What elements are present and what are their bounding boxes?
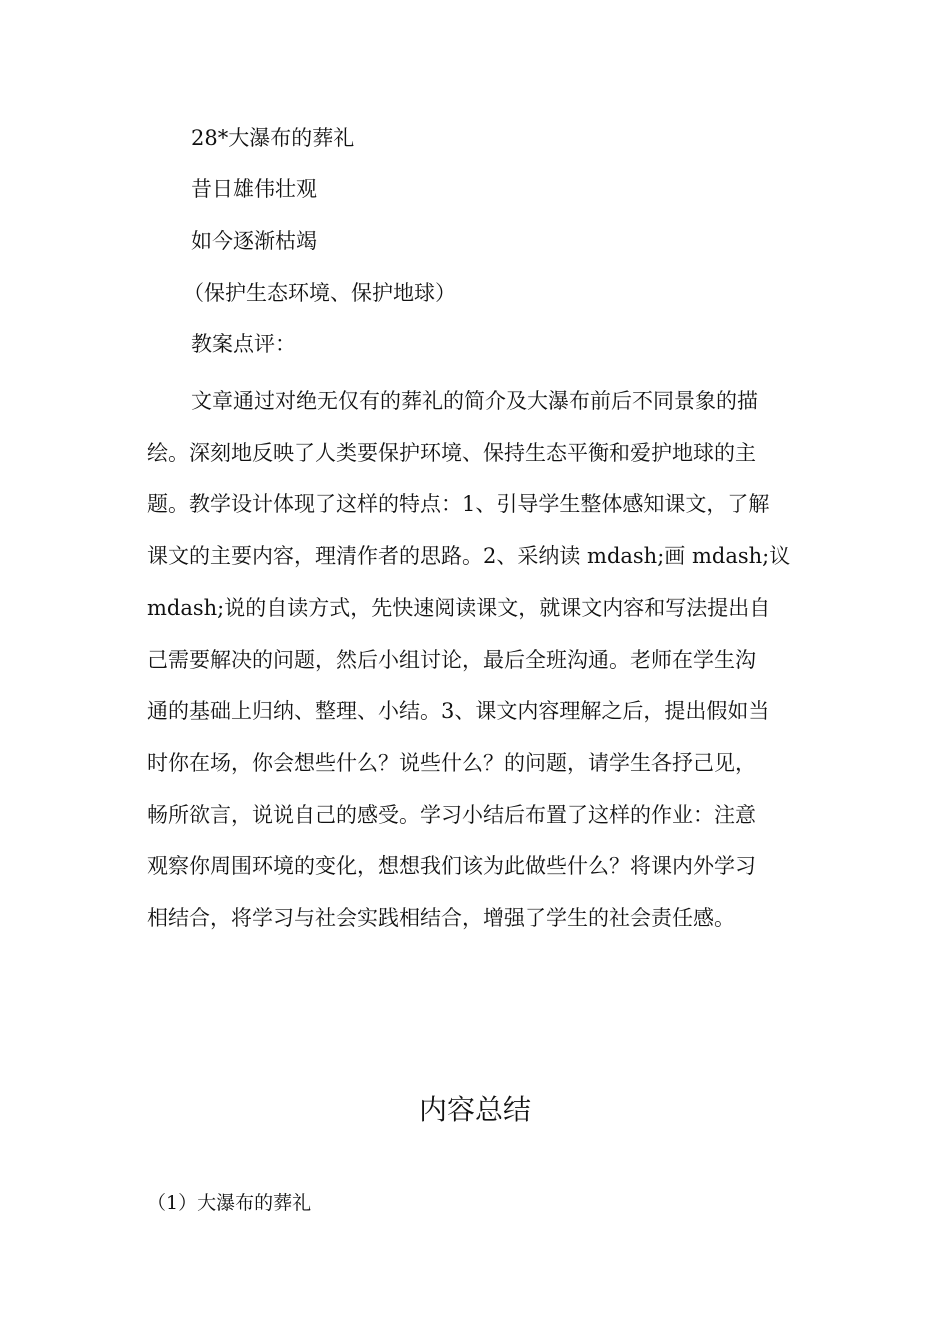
- review-paragraph: [147, 376, 807, 945]
- paragraph-line: 绘。深刻地反映了人类要保护环境、保持生态平衡和爱护地球的主: [147, 440, 756, 465]
- board-line-past: 昔日雄伟壮观: [191, 177, 317, 201]
- paragraph-line: 课文的主要内容，理清作者的思路。2、采纳读 mdash;画 mdash;议: [147, 544, 791, 569]
- board-line-theme: （保护生态环境、保护地球）: [183, 281, 456, 305]
- paragraph-line: 相结合，将学习与社会实践相结合，增强了学生的社会责任感。: [147, 906, 735, 931]
- paragraph-line: 时你在场，你会想些什么？说些什么？的问题，请学生各抒己见，: [147, 750, 756, 775]
- review-heading: 教案点评：: [191, 332, 296, 356]
- paragraph-line: 畅所欲言，说说自己的感受。学习小结后布置了这样的作业：注意: [147, 802, 756, 827]
- paragraph-line: 文章通过对绝无仅有的葬礼的简介及大瀑布前后不同景象的描: [191, 389, 758, 413]
- paragraph-line: 观察你周围环境的变化，想想我们该为此做些什么？将课内外学习: [147, 854, 756, 879]
- paragraph-line: 己需要解决的问题，然后小组讨论，最后全班沟通。老师在学生沟: [147, 647, 756, 672]
- lesson-title: 28*大瀑布的葬礼: [191, 126, 355, 150]
- paragraph-line: mdash;说的自读方式，先快速阅读课文，就课文内容和写法提出自: [147, 595, 771, 620]
- summary-title: 内容总结: [418, 1093, 531, 1126]
- summary-item: （1）大瀑布的葬礼: [147, 1192, 312, 1214]
- paragraph-line: 题。教学设计体现了这样的特点：1、引导学生整体感知课文，了解: [147, 492, 770, 517]
- board-line-present: 如今逐渐枯竭: [191, 229, 317, 253]
- paragraph-line: 通的基础上归纳、整理、小结。3、课文内容理解之后，提出假如当: [147, 699, 770, 724]
